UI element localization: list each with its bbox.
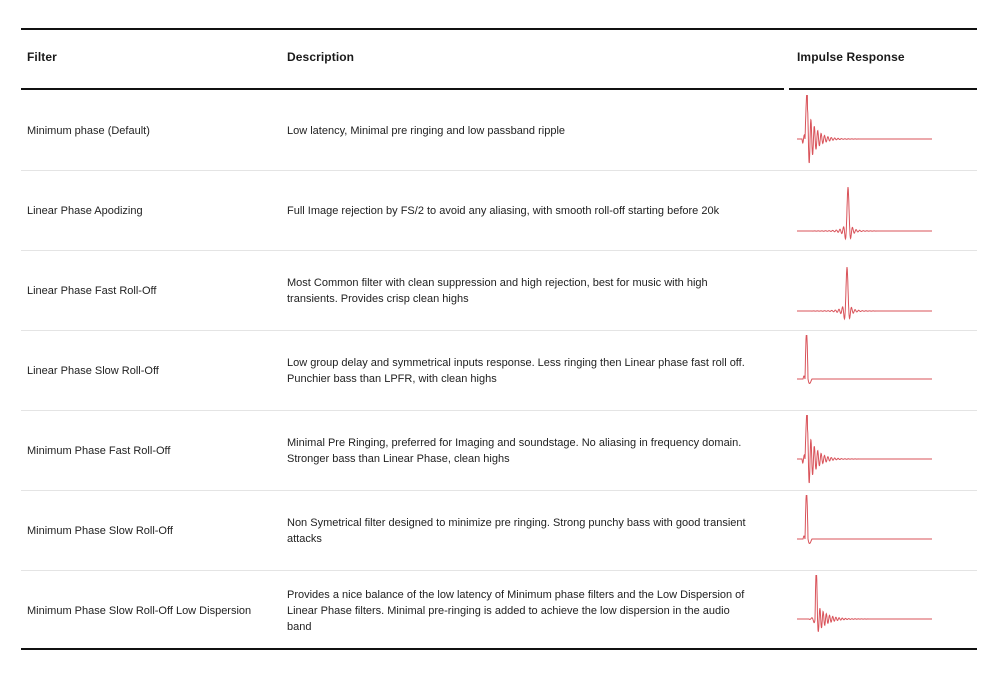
table-row — [21, 571, 977, 651]
header-description: Description — [287, 50, 355, 64]
filter-name: Linear Phase Fast Roll-Off — [27, 284, 157, 297]
filter-description: Low latency, Minimal pre ringing and low passband ripple — [287, 124, 566, 137]
impulse-response-graph — [795, 415, 935, 485]
filter-description: Full Image rejection by FS/2 to avoid any aliasing, with smooth roll-off starting before 20k — [287, 204, 720, 217]
filter-name: Minimum Phase Slow Roll-Off Low Dispersion — [27, 604, 252, 617]
impulse-waveform — [797, 415, 932, 483]
table-row — [21, 171, 977, 251]
impulse-response-graph — [795, 335, 935, 405]
impulse-response-graph — [795, 575, 935, 645]
table-row — [21, 91, 977, 171]
table-row — [21, 251, 977, 331]
header-rule — [21, 88, 784, 90]
impulse-waveform — [797, 95, 932, 163]
header-rule-ir — [789, 88, 977, 90]
impulse-response-graph — [795, 495, 935, 565]
impulse-waveform — [797, 575, 932, 632]
filter-name: Minimum Phase Slow Roll-Off — [27, 524, 173, 537]
filter-description: Most Common filter with clean suppression and high rejection, best for music with high transients. Provides crisp clean highs — [287, 276, 708, 305]
filter-name: Minimum Phase Fast Roll-Off — [27, 444, 171, 457]
table-row — [21, 331, 977, 411]
filter-description: Non Symetrical filter designed to minimize pre ringing. Strong punchy bass with good transient attacks — [287, 516, 746, 545]
table-row — [21, 411, 977, 491]
filter-description: Low group delay and symmetrical inputs response. Less ringing then Linear phase fast roll off. Punchier bass than LPFR, with clean highs — [287, 356, 745, 385]
top-rule — [21, 28, 977, 30]
filter-name: Minimum phase (Default) — [27, 124, 150, 137]
impulse-waveform — [797, 267, 932, 319]
filter-description: Minimal Pre Ringing, preferred for Imaging and soundstage. No aliasing in frequency domain. Stronger bass than Linear Phase, clean highs — [287, 436, 742, 465]
filter-name: Linear Phase Apodizing — [27, 204, 143, 217]
filter-description: Provides a nice balance of the low latency of Minimum phase filters and the Low Dispersion of Linear Phase filters. Minimal pre-ringing is added to achieve the low dispersion in the audio band — [287, 588, 745, 633]
impulse-waveform — [797, 495, 932, 544]
header-filter: Filter — [27, 50, 57, 64]
bottom-rule — [21, 648, 977, 650]
header-impulse-response: Impulse Response — [797, 50, 905, 64]
filter-name: Linear Phase Slow Roll-Off — [27, 364, 159, 377]
impulse-response-graph — [795, 255, 935, 325]
table-row — [21, 491, 977, 571]
impulse-waveform — [797, 335, 932, 384]
impulse-response-graph — [795, 95, 935, 165]
impulse-waveform — [797, 187, 932, 239]
impulse-response-graph — [795, 175, 935, 245]
